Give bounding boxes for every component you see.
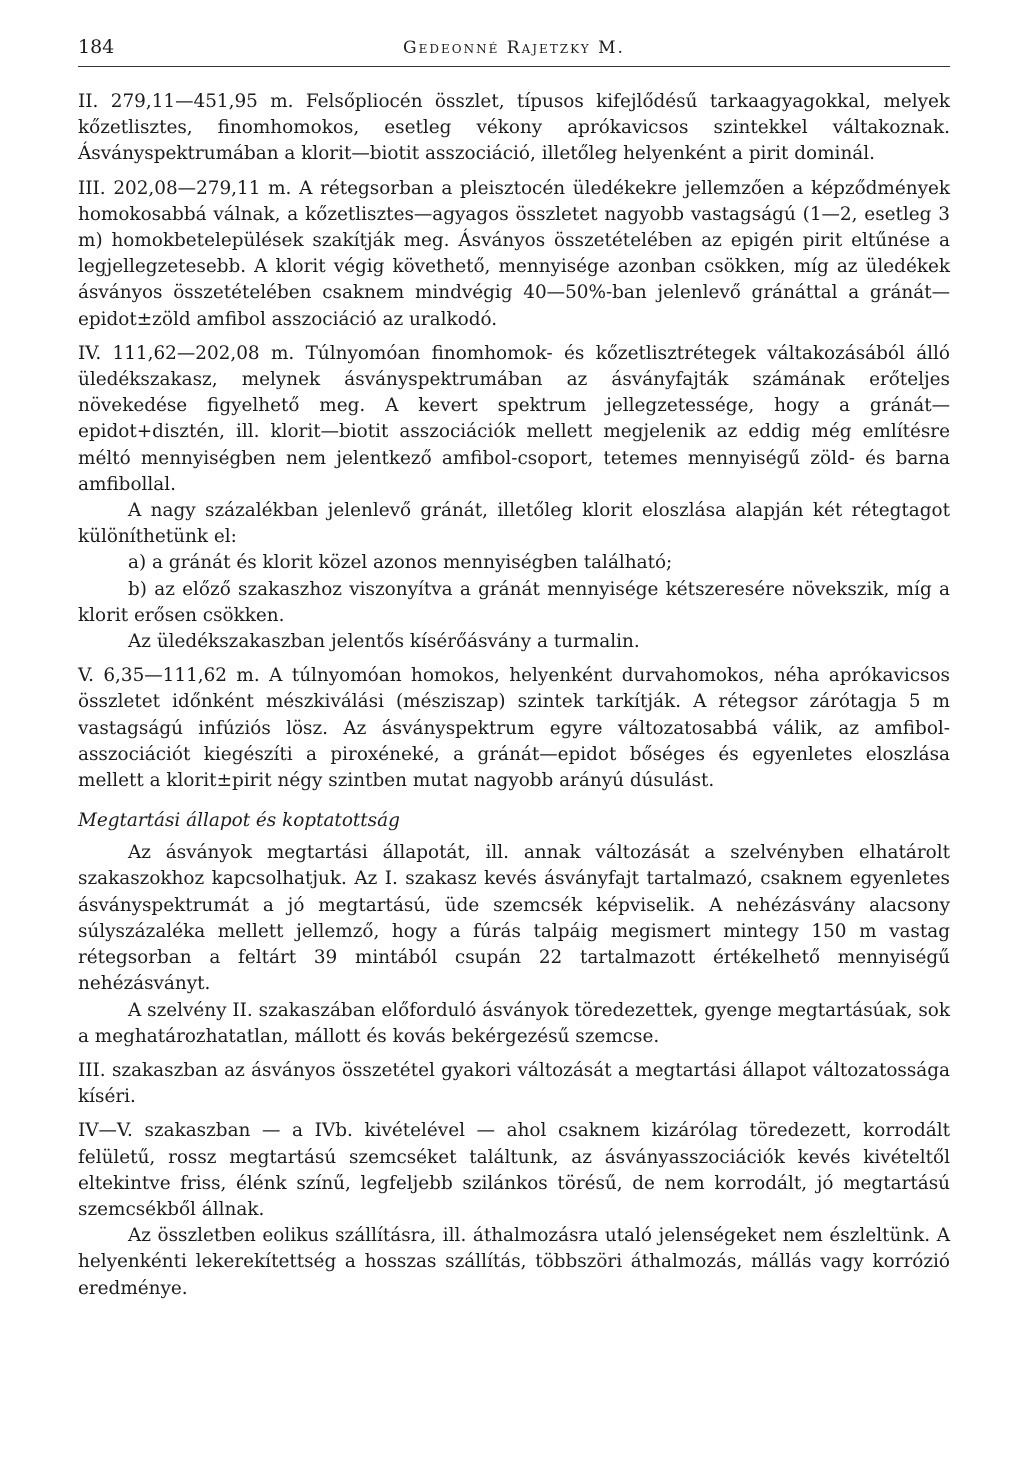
paragraph-preservation-5: Az összletben eolikus szállításra, ill. áthalmozásra utaló jelenségeket nem észleltünk. A helyenkénti lekerekítettség a hosszas szállítás, többszöri áthalmozás, mállás vagy korrózió eredménye.: [78, 1225, 950, 1299]
paragraph-tourmaline: Az üledékszakaszban jelentős kísérőásvány a turmalin.: [128, 631, 640, 653]
list-item-b: b) az előző szakaszhoz viszonyítva a gránát mennyisége kétszeresére növekszik, míg a klorit erősen csökken.: [78, 578, 950, 626]
paragraph-preservation-1: Az ásványok megtartási állapotát, ill. annak változását a szelvényben elhatárolt szakaszokhoz kapcsolhatjuk. Az I. szakasz kevés ásványfajt tartalmazó, csaknem egyenletes ásványspektrumát a jó megtartású, üde szemcsék képviselik. A nehézásvány alacsony súlyszázaléka mellett jellemző, hogy a fúrás talpáig megismert mintegy 150 m vastag rétegsorban a feltárt 39 mintából csupán 22 tartalmazott értékelhető mennyiségű nehézásványt.: [78, 842, 950, 995]
list-item-a: a) a gránát és klorit közel azonos mennyiségben található;: [128, 552, 673, 574]
paragraph-section-iii: III. 202,08—279,11 m. A rétegsorban a pleisztocén üledékekre jellemzően a képződmények homokosabbá válnak, a kőzetlisztes—agyagos összletet nagyobb vastagságú (1—2, esetleg 3 m) homokbetelepülések szakítják meg. Ásványos összetételében az epigén pirit eltűnése a legjellegzetesebb. A klorit végig követhető, mennyisége azonban csökken, míg az üledékek ásványos összetételében csaknem mindvégig 40—50%-ban jelenlevő gránáttal a gránát—epidot±zöld amfibol asszociáció az uralkodó.: [78, 177, 950, 330]
paragraph-preservation-4: IV—V. szakaszban — a IVb. kivételével — ahol csaknem kizárólag töredezett, korrodált felületű, rossz megtartású szemcséket találtunk, az ásványasszociációk kevés kivételtől eltekintve friss, élénk színű, legfeljebb szilánkos törésű, de nem korrodált, jó megtartású szemcsékből állnak.: [78, 1120, 950, 1220]
running-title: Gedeonné Rajetzky M.: [403, 38, 625, 58]
paragraph-preservation-3: III. szakaszban az ásványos összetétel gyakori változását a megtartási állapot változatossága kíséri.: [78, 1059, 950, 1108]
paragraph-section-ii: II. 279,11—451,95 m. Felsőpliocén összlet, típusos kifejlődésű tarkaagyagokkal, melyek kőzetlisztes, finomhomokos, esetleg vékony aprókavicsos szintekkel váltakoznak. Ásványspektrumában a klorit—biotit asszociáció, illetőleg helyenként a pirit dominál.: [78, 91, 950, 165]
page-header: [78, 36, 950, 67]
section-heading: Megtartási állapot és koptatottság: [78, 810, 400, 832]
page-number: 184: [78, 36, 115, 58]
paragraph-garnet-distribution: A nagy százalékban jelenlevő gránát, illetőleg klorit eloszlása alapján két rétegtagot különíthetünk el:: [78, 500, 950, 548]
paragraph-preservation-2: A szelvény II. szakaszában előforduló ásványok töredezettek, gyenge megtartásúak, sok a meghatározhatatlan, mállott és kovás bekérgezésű szemcse.: [78, 999, 950, 1047]
paragraph-section-v: V. 6,35—111,62 m. A túlnyomóan homokos, helyenként durvahomokos, néha aprókavicsos összletet időnként mészkiválási (mésziszap) szintek tarkítják. A rétegsor zárótagja 5 m vastagságú infúziós lösz. Az ásványspektrum egyre változatosabbá válik, az amfibol-asszociációt kiegészíti a piroxéneké, a gránát—epidot bőséges és egyenletes eloszlása mellett a klorit±pirit négy szintben mutat nagyobb arányú dúsulást.: [78, 665, 950, 792]
page: [78, 36, 950, 1302]
paragraph-section-iv: IV. 111,62—202,08 m. Túlnyomóan finomhomok- és kőzetlisztrétegek váltakozásából álló üledékszakasz, melynek ásványspektrumában az ásványfajták számának erőteljes növekedése figyelhető meg. A kevert spektrum jellegzetessége, hogy a gránát—epidot+disztén, ill. klorit—biotit asszociációk mellett megjelenik az eddig még említésre méltó mennyiségben nem jelentkező amfibol-csoport, tetemes mennyiségű zöld- és barna amfibollal.: [78, 342, 950, 495]
